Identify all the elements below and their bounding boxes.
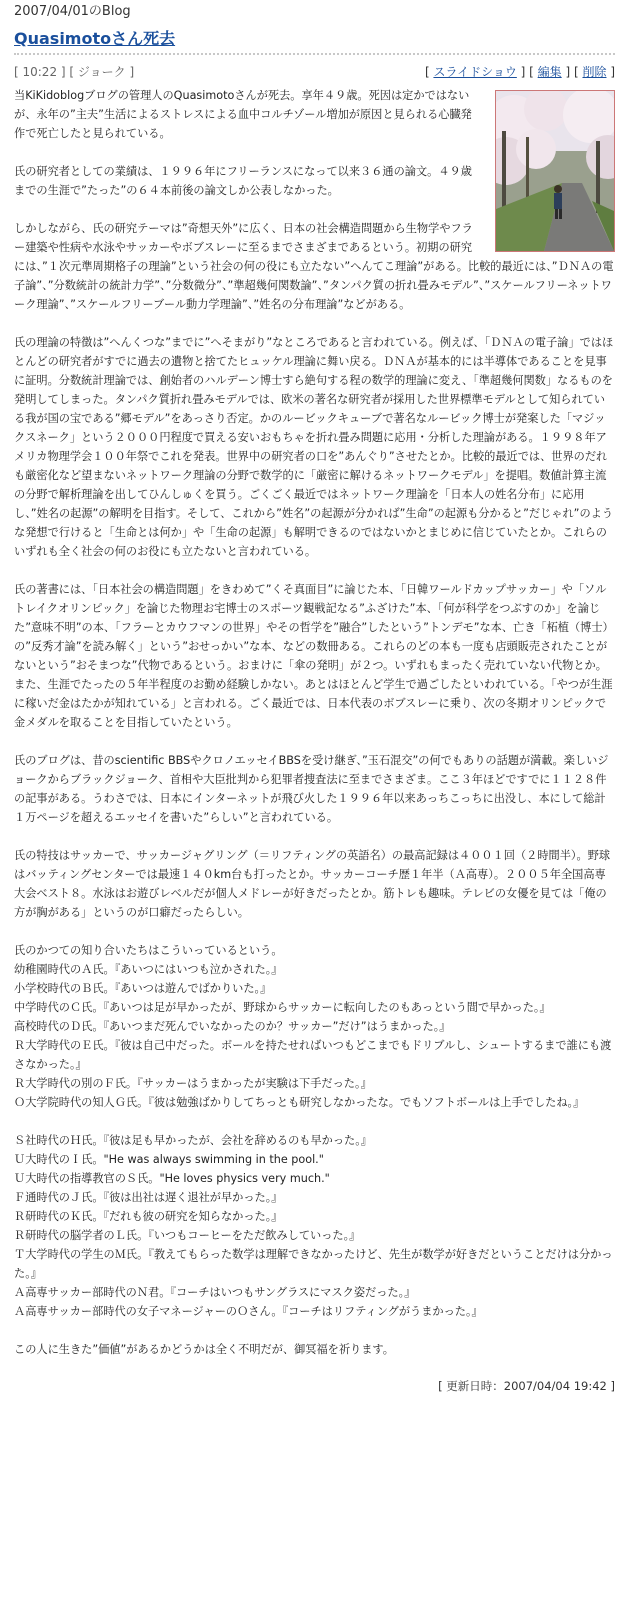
- paragraph-skills: 氏の特技はサッカーで、サッカージャグリング（＝リフティングの英語名）の最高記録は４００１回（２時間半）。野球はバッティングセンターでは最速１４０km台も打ったとか。サッカーコーチ歴１年半（Ａ高専）。２００５年全国高専大会ベスト８。水泳はお遊びレベルだが個人メドレーが好きだったとか。筋トレも趣味。テレビの女優を見ては「俺の方が胸がある」というのが口癖だったらしい。: [14, 849, 611, 919]
- title-divider: [14, 53, 615, 55]
- quote-line: Ｏ大学院時代の知人Ｇ氏。『彼は勉強ばかりしてちっとも研究しなかったな。でもソフトボールは上手でしたね。』: [14, 1096, 585, 1109]
- entry-body: [14, 86, 615, 1359]
- paragraph-closing: この人に生きた”価値”があるかどうかは全く不明だが、御冥福を祈ります。: [14, 1343, 394, 1356]
- quote-line: Ａ高専サッカー部時代の女子マネージャーのＯさん。『コーチはリフティングがうまかった。』: [14, 1305, 483, 1318]
- acquaintances-intro: 氏のかつての知り合いたちはこういっているという。: [14, 944, 283, 957]
- date-heading: 2007/04/01のBlog: [14, 4, 131, 19]
- entry-time-category: [ 10:22 ] [ ジョーク ]: [14, 65, 135, 79]
- quote-line: Ｕ大時代のＩ氏。"He was always swimming in the pool.": [14, 1153, 324, 1166]
- acquaintances-list-2: [14, 1131, 615, 1321]
- quote-line: Ｒ大学時代の別のＦ氏。『サッカーはうまかったが実験は下手だった。』: [14, 1077, 372, 1090]
- delete-link[interactable]: 削除: [582, 65, 607, 79]
- paragraph-achievements: 氏の研究者としての業績は、１９９６年にフリーランスになって以来３６通の論文。４９歳までの生涯で”たった”の６４本前後の論文しか公表しなかった。: [14, 165, 472, 197]
- entry-photo[interactable]: [495, 90, 615, 252]
- paragraph-intro: 当KiKidoblogブログの管理人のQuasimotoさんが死去。享年４９歳。死因は定かではないが、永年の”主夫”生活によるストレスによる血中コルチゾール増加が原因と見られる心臓発作で死亡したと見られている。: [14, 89, 472, 140]
- entry-title-link[interactable]: Quasimotoさん死去: [14, 29, 176, 48]
- cherry-blossom-photo-image: [496, 91, 614, 251]
- updated-timestamp: [ 更新日時：2007/04/04 19:42 ]: [438, 1379, 615, 1393]
- quote-line: Ｒ研時代の脳学者のＬ氏。『いつもコーヒーをただ飲みしていった。』: [14, 1229, 361, 1242]
- quote-line: 高校時代のＤ氏。『あいつまだ死んでいなかったのか？サッカー”だけ”はうまかった。』: [14, 1020, 451, 1033]
- quote-line: Ｕ大時代の指導教官のＳ氏。"He loves physics very much.": [14, 1172, 330, 1185]
- paragraph-theory-features: 氏の理論の特徴は”へんくつな”までに”へそまがり”なところであると言われている。例えば、「ＤＮＡの電子論」ではほとんどの研究者がすでに過去の遺物と捨てたヒュッケル理論に舞い戻る。ＤＮＡが基本的には半導体であることを見事に証明。分数統計理論では、創始者のハルデーン博士すら絶句する程の数学的理論に変え、「準超幾何関数」なるものを発明してしまった。タンパク質折れ畳みモデルでは、欧米の著名な研究者が採用した世界標準モデルとして知られている我が国の宝である”郷モデル”をあっさり否定。かのルービックキューブで著名なルービック博士が発案した「マジックスネーク」という２０００円程度で買える安いおもちゃを折れ畳み問題に応用・分析した理論がある。１９９８年アメリカ物理学会１００年祭でこれを発表。世界中の研究者の口を”あんぐり”させたとか。比較的最近では、世界のだれも厳密化など望まないネットワーク理論の分野で数学的に「厳密に解けるネットワークモデル」を提唱。数値計算主流の分野で解析理論を出してひんしゅくを買う。ごくごく最近ではネットワーク理論を「日本人の姓名分布」に応用し、”姓名の起源”の解明を目指す。そして、これから”姓名”の起源が分かれば”生命”の起源も分かると”だじゃれ”のような発想で行けると「生命とは何か」や「生命の起源」も解明できるのではないかとまじめに信じていたとか。これらのいずれも全く社会の何のお役にも立たないと言われている。: [14, 336, 614, 558]
- paragraph-research-themes: しかしながら、氏の研究テーマは”奇想天外”に広く、日本の社会構造問題から生物学やフラー建築や性病や水泳やサッカーやボブスレーに至るまでさまざまであるという。初期の研究には、”１次元準周期格子の理論”という社会の何の役にも立たない”へんてこ理論”がある。比較的最近には、”ＤＮＡの電子論”、”分数統計の統計力学”、”分数微分”、”準超幾何関数論”、”タンパク質の折れ畳みモデル”、”スケールフリーネットワーク理論”、”スケールフリーブール動力学理論”、”姓名の分布理論”などがある。: [14, 222, 614, 311]
- quote-line: Ｒ大学時代のＥ氏。『彼は自己中だった。ボールを持たせればいつもどこまでもドリブルし、シュートするまで誰にも渡さなかった。』: [14, 1039, 612, 1071]
- paragraph-blog: 氏のブログは、昔のscientific BBSやクロノエッセイBBSを受け継ぎ、”玉石混交”の何でもありの話題が満載。楽しいジョークからブラックジョーク、首相や大臣批判から犯罪者捜査法に至までさまざま。ここ３年ほどですでに１１２８件の記事がある。うわさでは、日本にインターネットが飛び火した１９９６年以来あっちこっちに出没し、本にして総計１万ページを超えるエッセイを書いた”らしい”と言われている。: [14, 754, 609, 824]
- paragraph-books: 氏の著書には、「日本社会の構造問題」をきわめて”くそ真面目”に論じた本、「日韓ワールドカップサッカー」や「ソルトレイクオリンピック」を論じた物理お宅博士のスポーツ観戦記なる”ふざけた”本、「何が科学をつぶすのか」を論じた”意味不明”の本、「フラーとカウフマンの世界」やその哲学を”融合”したという”トンデモ”な本、亡き「柘植（博士）の”反秀才論”を読み解く」という”おせっかい”な本、などの数冊ある。これらのどの本も一度も店頭販売されたことがないという”おそまつな”代物であるという。おまけに「傘の発明」が２つ。いずれもまったく売れていない代物とか。また、生涯でたったの５年半程度のお勤め経験しかない。あとはほとんど学生で過ごしたといわれている。「やつが生涯に稼いだ金はたかが知れている」と言われる。ごく最近では、日本代表のボブスレーに乗り、次の冬期オリンピックで金メダルを取ることを目指していたという。: [14, 583, 614, 729]
- quote-line: 中学時代のＣ氏。『あいつは足が早かったが、野球からサッカーに転向したのもあっという間で早かった。』: [14, 1001, 551, 1014]
- slideshow-link[interactable]: スライドショウ: [433, 65, 517, 79]
- quote-line: Ｓ社時代のＨ氏。『彼は足も早かったが、会社を辞めるのも早かった。』: [14, 1134, 372, 1147]
- quote-line: Ｒ研時代のＫ氏。『だれも彼の研究を知らなかった。』: [14, 1210, 283, 1223]
- entry-meta-bar: [14, 60, 615, 84]
- quote-line: 幼稚園時代のＡ氏。『あいつにはいつも泣かされた。』: [14, 963, 283, 976]
- quote-line: Ｔ大学時代の学生のＭ氏。『教えてもらった数学は理解できなかったけど、先生が数学が好きだということだけは分かった。』: [14, 1248, 613, 1280]
- quote-line: 小学校時代のＢ氏。『あいつは遊んでばかりいた。』: [14, 982, 272, 995]
- quote-line: Ａ高専サッカー部時代のＮ君。『コーチはいつもサングラスにマスク姿だった。』: [14, 1286, 416, 1299]
- quote-line: Ｆ通時代のＪ氏。『彼は出社は遅く退社が早かった。』: [14, 1191, 283, 1204]
- edit-link[interactable]: 編集: [537, 65, 562, 79]
- entry-actions: [ スライドショウ ] [ 編集 ] [ 削除 ]: [424, 65, 615, 79]
- acquaintances-list-1: [14, 941, 615, 1112]
